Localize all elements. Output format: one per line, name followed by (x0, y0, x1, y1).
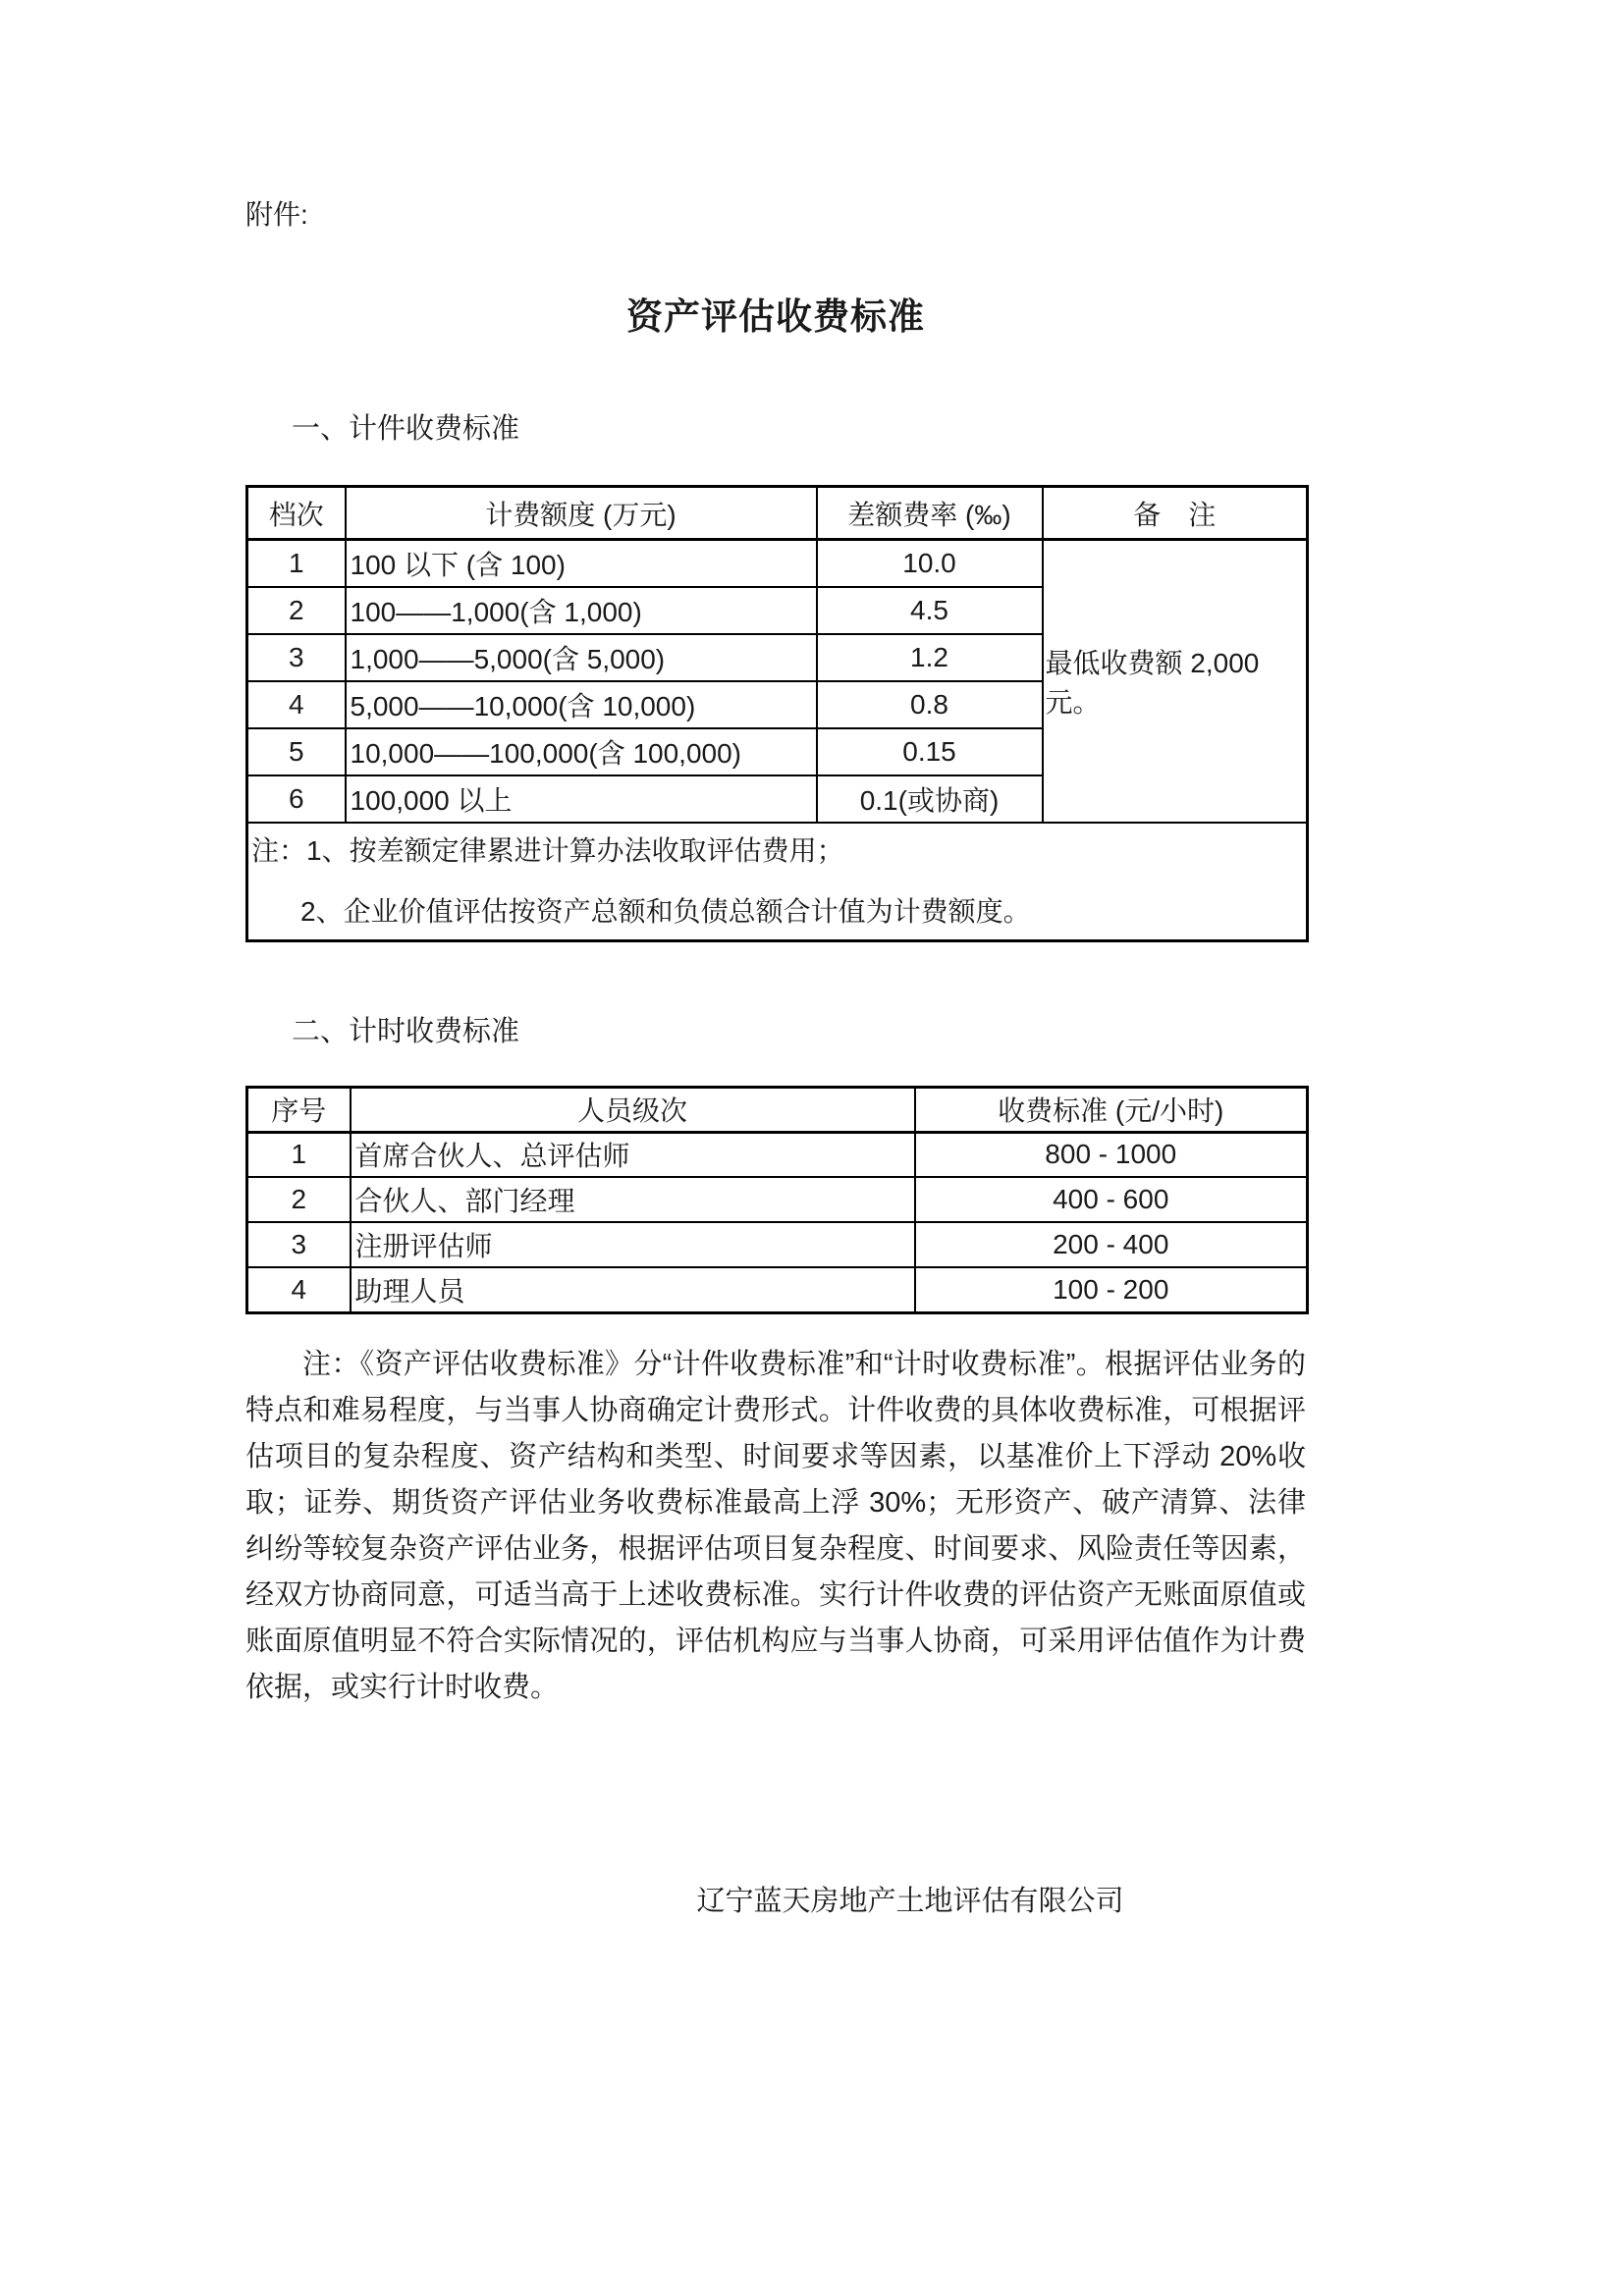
attachment-label: 附件: (245, 199, 308, 230)
amount-range-cell: 1,000——5,000(含 5,000) (346, 634, 817, 681)
company-name: 辽宁蓝天房地产土地评估有限公司 (696, 1885, 1124, 1917)
personnel-level-cell: 合伙人、部门经理 (351, 1177, 915, 1222)
tier-cell: 1 (247, 540, 346, 587)
rate-cell: 4.5 (817, 587, 1043, 634)
col-header-fee: 收费标准 (元/小时) (915, 1087, 1308, 1132)
fee-rate-cell: 800 - 1000 (915, 1132, 1308, 1177)
table-row (247, 1222, 1308, 1267)
fee-rate-cell: 200 - 400 (915, 1222, 1308, 1267)
section-1-heading: 一、计件收费标准 (292, 413, 520, 445)
document-title: 资产评估收费标准 (626, 296, 925, 337)
table-row (247, 1267, 1308, 1312)
index-cell: 3 (247, 1222, 351, 1267)
personnel-level-cell: 注册评估师 (351, 1222, 915, 1267)
amount-range-cell: 10,000——100,000(含 100,000) (346, 728, 817, 775)
rate-cell: 0.8 (817, 681, 1043, 728)
section-2-heading: 二、计时收费标准 (292, 1015, 520, 1047)
amount-range-cell: 100 以下 (含 100) (346, 540, 817, 587)
notes-paragraph: 注：《资产评估收费标准》分“计件收费标准”和“计时收费标准”。根据评估业务的特点和难易程度，与当事人协商确定计费形式。计件收费的具体收费标准，可根据评估项目的复杂程度、资产结构和类型、时间要求等因素，以基准价上下浮动 20%收取；证券、期货资产评估业务收费标准最高上浮 30%；无形资产、破产清算、法律纠纷等较复杂资产评估业务，根据评估项目复杂程度、时间要求、风险责任等因素，经双方协商同意，可适当高于上述收费标准。实行计件收费的评估资产无账面原值或账面原值明显不符合实际情况的，评估机构应与当事人协商，可采用评估值作为计费依据，或实行计时收费。 (245, 1348, 1306, 1703)
table-row (247, 1132, 1308, 1177)
rate-cell: 0.1(或协商) (817, 775, 1043, 823)
fee-rate-cell: 400 - 600 (915, 1177, 1308, 1222)
table-row (247, 540, 1308, 587)
remark-cell: 最低收费额 2,000 元。 (1043, 540, 1308, 823)
table-note-2: 2、企业价值评估按资产总额和负债总额合计值为计费额度。 (300, 895, 1031, 927)
piecework-table-header (247, 487, 1308, 540)
col-header-index: 序号 (247, 1087, 351, 1132)
index-cell: 2 (247, 1177, 351, 1222)
document-content (245, 0, 1306, 1919)
col-header-amount: 计费额度 (万元) (346, 487, 817, 540)
personnel-level-cell: 助理人员 (351, 1267, 915, 1312)
table-notes-cell (247, 823, 1308, 941)
tier-cell: 4 (247, 681, 346, 728)
col-header-personnel: 人员级次 (351, 1087, 915, 1132)
header-row (247, 1087, 1308, 1132)
piecework-fee-table (245, 485, 1309, 942)
amount-range-cell: 100,000 以上 (346, 775, 817, 823)
rate-cell: 1.2 (817, 634, 1043, 681)
table-note-1: 注：1、按差额定律累进计算办法收取评估费用； (251, 834, 844, 866)
personnel-level-cell: 首席合伙人、总评估师 (351, 1132, 915, 1177)
table-notes-row (247, 823, 1308, 941)
col-header-rate: 差额费率 (‰) (817, 487, 1043, 540)
amount-range-cell: 5,000——10,000(含 10,000) (346, 681, 817, 728)
col-header-remark: 备 注 (1043, 487, 1308, 540)
header-row (247, 487, 1308, 540)
col-header-tier: 档次 (247, 487, 346, 540)
index-cell: 4 (247, 1267, 351, 1312)
fee-rate-cell: 100 - 200 (915, 1267, 1308, 1312)
tier-cell: 5 (247, 728, 346, 775)
tier-cell: 3 (247, 634, 346, 681)
hourly-table-header (247, 1087, 1308, 1132)
hourly-fee-table (245, 1086, 1309, 1314)
tier-cell: 2 (247, 587, 346, 634)
index-cell: 1 (247, 1132, 351, 1177)
rate-cell: 10.0 (817, 540, 1043, 587)
amount-range-cell: 100——1,000(含 1,000) (346, 587, 817, 634)
table-row (247, 1177, 1308, 1222)
tier-cell: 6 (247, 775, 346, 823)
rate-cell: 0.15 (817, 728, 1043, 775)
